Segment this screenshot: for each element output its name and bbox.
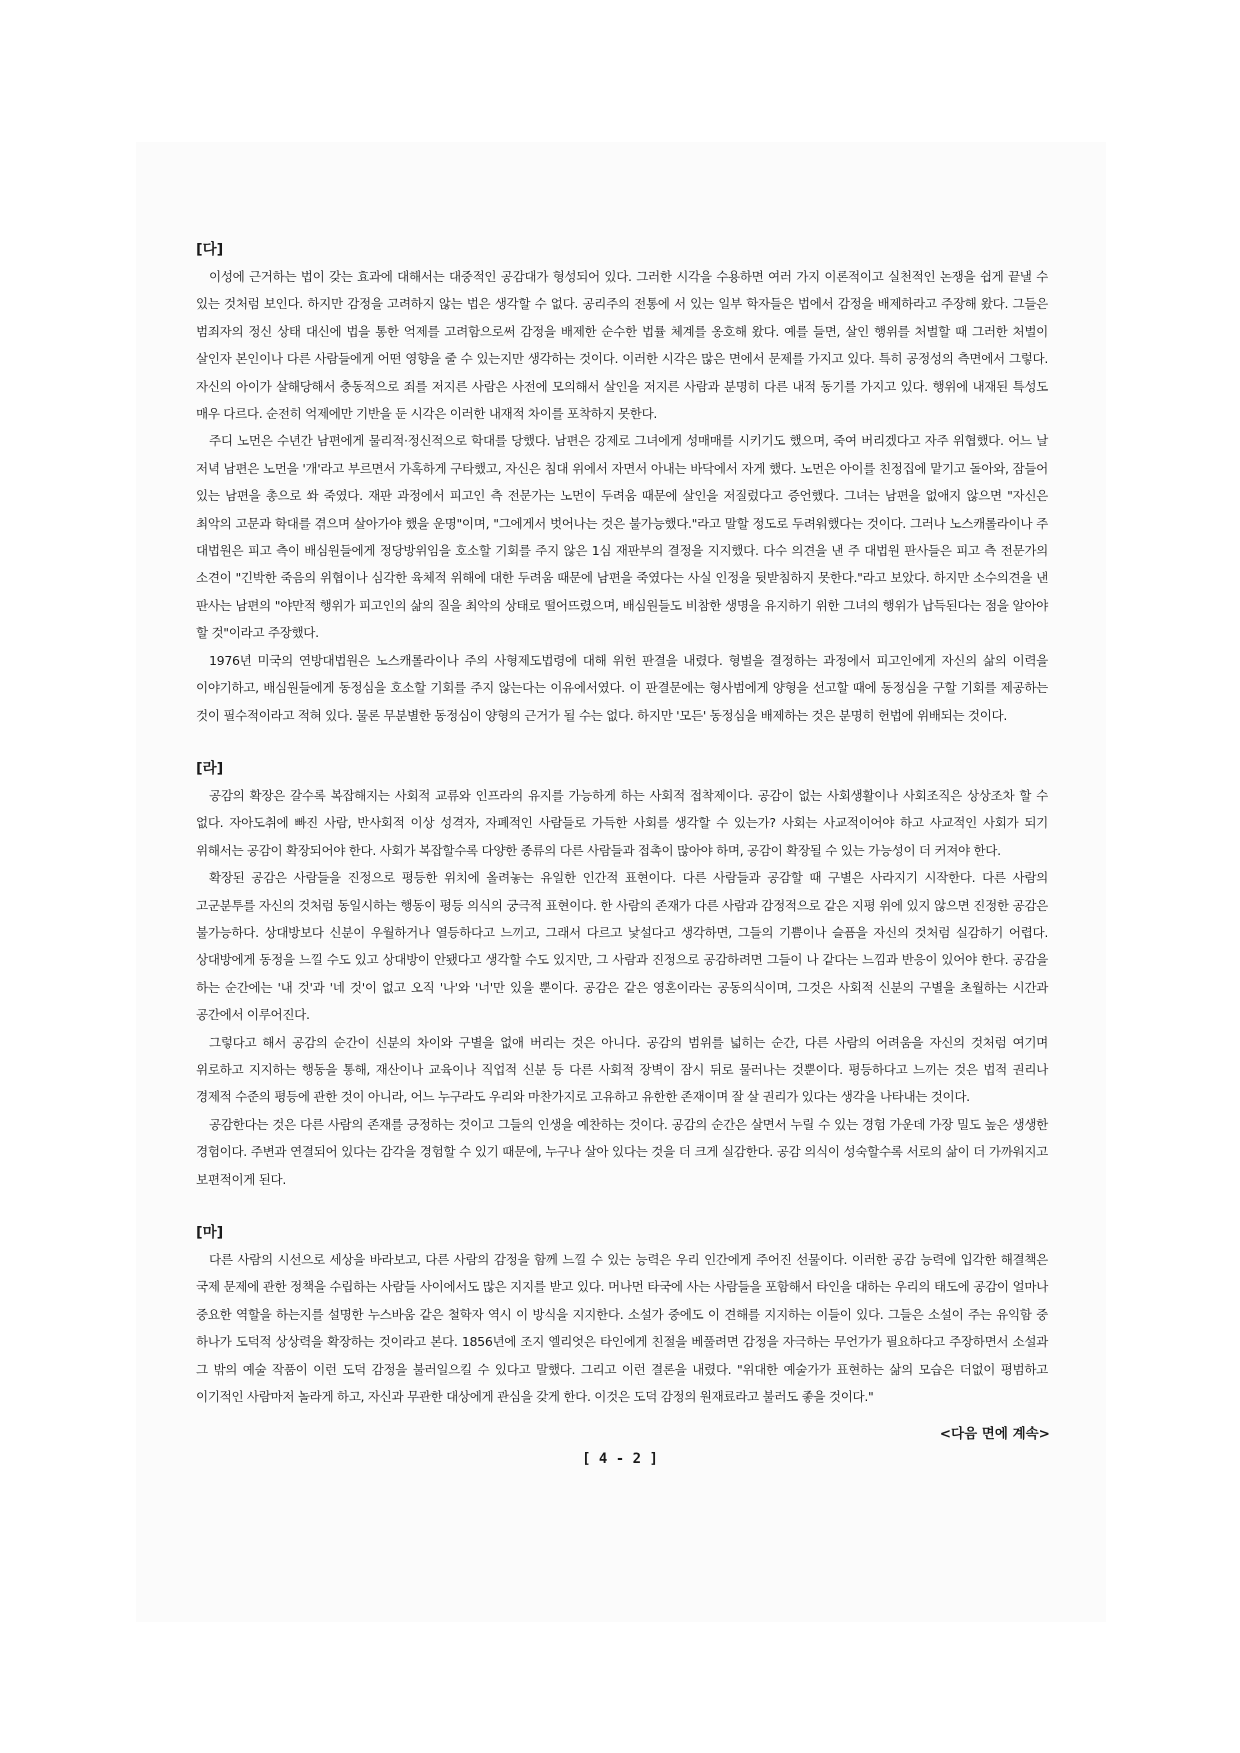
paragraph: 공감의 확장은 갈수록 복잡해지는 사회적 교류와 인프라의 유지를 가능하게 하는 사회적 접착제이다. 공감이 없는 사회생활이나 사회조직은 상상조차 할 수 없다. 자아도취에 빠진 사람, 반사회적 이상 성격자, 자폐적인 사람들로 가득한 사회를 생각할 수 있는가? 사회는 사교적이어야 하고 사교적인 사회가 되기 위해서는 공감이 확장되어야 한다. 사회가 복잡할수록 다양한 종류의 다른 사람들과 접촉이 많아야 하며, 공감이 확장될 수 있는 가능성이 더 커져야 한다. [196,787,1048,858]
section-ma [196,1223,1048,1410]
section-label: [마] [196,1225,224,1241]
paragraph: 공감한다는 것은 다른 사람의 존재를 긍정하는 것이고 그들의 인생을 예찬하는 것이다. 공감의 순간은 살면서 누릴 수 있는 경험 가운데 가장 밀도 높은 생생한 경험이다. 주변과 연결되어 있다는 감각을 경험할 수 있기 때문에, 누구나 살아 있다는 것을 더 크게 실감한다. 공감 의식이 성숙할수록 서로의 삶이 더 가까워지고 보편적이게 된다. [196,1116,1048,1187]
section-da [196,240,1048,729]
paragraph: 그렇다고 해서 공감의 순간이 신분의 차이와 구별을 없애 버리는 것은 아니다. 공감의 범위를 넓히는 순간, 다른 사람의 어려움을 자신의 것처럼 여기며 위로하고 지지하는 행동을 통해, 재산이나 교육이나 직업적 신분 등 다른 사회적 장벽이 잠시 뒤로 물러나는 것뿐이다. 평등하다고 느끼는 것은 법적 권리나 경제적 수준의 평등에 관한 것이 아니라, 어느 누구라도 우리와 마찬가지로 고유하고 유한한 존재이며 잘 살 권리가 있다는 생각을 나타내는 것이다. [196,1034,1048,1105]
paragraph: 확장된 공감은 사람들을 진정으로 평등한 위치에 올려놓는 유일한 인간적 표현이다. 다른 사람들과 공감할 때 구별은 사라지기 시작한다. 다른 사람의 고군분투를 자신의 것처럼 동일시하는 행동이 평등 의식의 궁극적 표현이다. 한 사람의 존재가 다른 사람과 감정적으로 같은 지평 위에 있지 않으면 진정한 공감은 불가능하다. 상대방보다 신분이 우월하거나 열등하다고 느끼고, 그래서 다르고 낯설다고 생각하면, 그들의 기쁨이나 슬픔을 자신의 것처럼 실감하기 어렵다. 상대방에게 동정을 느낄 수도 있고 상대방이 안됐다고 생각할 수도 있지만, 그 사람과 진정으로 공감하려면 그들이 나 같다는 느낌과 반응이 있어야 한다. 공감을 하는 순간에는 '내 것'과 '네 것'이 없고 오직 '나'와 '너'만 있을 뿐이다. 공감은 같은 영혼이라는 공동의식이며, 그것은 사회적 신분의 구별을 초월하는 시간과 공간에서 이루어진다. [196,870,1048,1023]
section-label: [다] [196,242,224,258]
page-number: [ 4 - 2 ] [582,1451,658,1467]
paragraph: 주디 노먼은 수년간 남편에게 물리적·정신적으로 학대를 당했다. 남편은 강제로 그녀에게 성매매를 시키기도 했으며, 죽여 버리겠다고 자주 위협했다. 어느 날 저녁 남편은 노먼을 '개'라고 부르면서 가혹하게 구타했고, 자신은 침대 위에서 자면서 아내는 바닥에서 자게 했다. 노먼은 아이를 친정집에 맡기고 돌아와, 잠들어 있는 남편을 총으로 쏴 죽였다. 재판 과정에서 피고인 측 전문가는 노먼이 두려움 때문에 살인을 저질렀다고 증언했다. 그녀는 남편을 없애지 않으면 "자신은 최악의 고문과 학대를 겪으며 살아가야 했을 운명"이며, "그에게서 벗어나는 것은 불가능했다."라고 말할 정도로 두려워했다는 것이다. 그러나 노스캐롤라이나 주 대법원은 피고 측이 배심원들에게 정당방위임을 호소할 기회를 주지 않은 1심 재판부의 결정을 지지했다. 다수 의견을 낸 주 대법원 판사들은 피고 측 전문가의 소견이 "긴박한 죽음의 위협이나 심각한 육체적 위해에 대한 두려움 때문에 남편을 죽였다는 사실 인정을 뒷받침하지 못한다."라고 보았다. 하지만 소수의견을 낸 판사는 남편의 "야만적 행위가 피고인의 삶의 질을 최악의 상태로 떨어뜨렸으며, 배심원들도 비참한 생명을 유지하기 위한 그녀의 행위가 납득된다는 점을 알아야 할 것"이라고 주장했다. [196,433,1048,641]
section-ra [196,759,1048,1193]
passage-content [196,240,1048,1440]
paragraph: 이성에 근거하는 법이 갖는 효과에 대해서는 대중적인 공감대가 형성되어 있다. 그러한 시각을 수용하면 여러 가지 이론적이고 실천적인 논쟁을 쉽게 끝낼 수 있는 것처럼 보인다. 하지만 감정을 고려하지 않는 법은 생각할 수 없다. 공리주의 전통에 서 있는 일부 학자들은 법에서 감정을 배제하라고 주장해 왔다. 그들은 범죄자의 정신 상태 대신에 법을 통한 억제를 고려함으로써 감정을 배제한 순수한 법률 체계를 옹호해 왔다. 예를 들면, 살인 행위를 처벌할 때 그러한 처벌이 살인자 본인이나 다른 사람들에게 어떤 영향을 줄 수 있는지만 생각하는 것이다. 이러한 시각은 많은 면에서 문제를 가지고 있다. 특히 공정성의 측면에서 그렇다. 자신의 아이가 살해당해서 충동적으로 죄를 저지른 사람은 사전에 모의해서 살인을 저지른 사람과 분명히 다른 내적 동기를 가지고 있다. 행위에 내재된 특성도 매우 다르다. 순전히 억제에만 기반을 둔 시각은 이러한 내재적 차이를 포착하지 못한다. [196,269,1048,422]
continue-notice: <다음 면에 계속> [939,1426,1050,1442]
paragraph: 1976년 미국의 연방대법원은 노스캐롤라이나 주의 사형제도법령에 대해 위헌 판결을 내렸다. 형벌을 결정하는 과정에서 피고인에게 자신의 삶의 이력을 이야기하고, 배심원들에게 동정심을 호소할 기회를 주지 않는다는 이유에서였다. 이 판결문에는 형사범에게 양형을 선고할 때에 동정심을 구할 기회를 제공하는 것이 필수적이라고 적혀 있다. 물론 무분별한 동정심이 양형의 근거가 될 수는 없다. 하지만 '모든' 동정심을 배제하는 것은 분명히 헌법에 위배되는 것이다. [196,652,1048,723]
paragraph: 다른 사람의 시선으로 세상을 바라보고, 다른 사람의 감정을 함께 느낄 수 있는 능력은 우리 인간에게 주어진 선물이다. 이러한 공감 능력에 입각한 해결책은 국제 문제에 관한 정책을 수립하는 사람들 사이에서도 많은 지지를 받고 있다. 머나먼 타국에 사는 사람들을 포함해서 타인을 대하는 우리의 태도에 공감이 얼마나 중요한 역할을 하는지를 설명한 누스바움 같은 철학자 역시 이 방식을 지지한다. 소설가 중에도 이 견해를 지지하는 이들이 있다. 그들은 소설이 주는 유익함 중 하나가 도덕적 상상력을 확장하는 것이라고 본다. 1856년에 조지 엘리엇은 타인에게 친절을 베풀려면 감정을 자극하는 무언가가 필요하다고 주장하면서 소설과 그 밖의 예술 작품이 이런 도덕 감정을 불러일으킬 수 있다고 말했다. 그리고 이런 결론을 내렸다. "위대한 예술가가 표현하는 삶의 모습은 더없이 평범하고 이기적인 사람마저 놀라게 하고, 자신과 무관한 대상에게 관심을 갖게 한다. 이것은 도덕 감정의 원재료라고 불러도 좋을 것이다." [196,1252,1048,1405]
section-label: [라] [196,760,224,777]
